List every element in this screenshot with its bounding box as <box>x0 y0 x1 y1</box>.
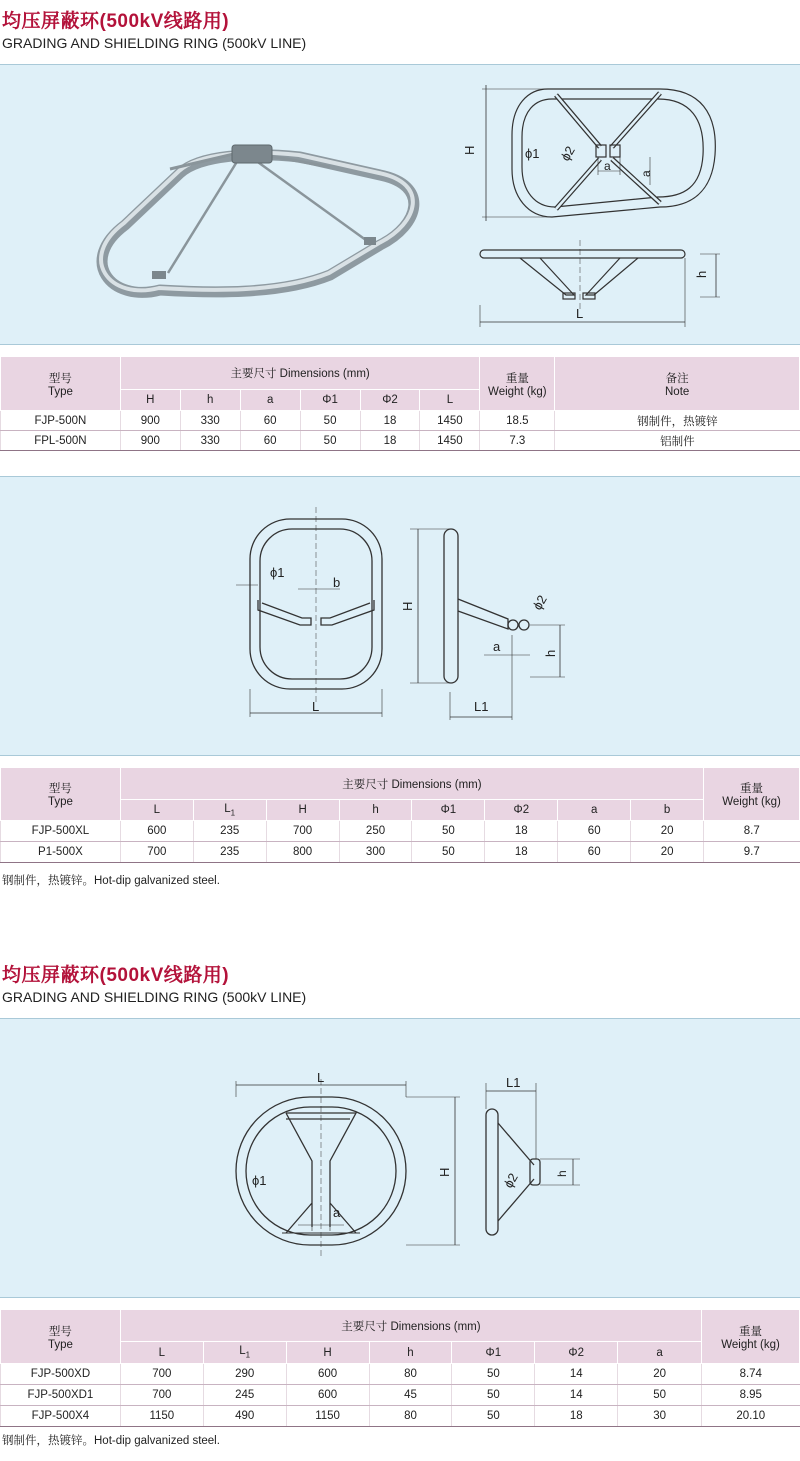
cell-value: 60 <box>240 431 300 451</box>
cell-value: 50 <box>452 1406 535 1427</box>
cell-value: 18 <box>485 821 558 842</box>
dim-label-L1: L1 <box>506 1075 521 1090</box>
dim-label-L: L <box>312 699 320 714</box>
column-header: L <box>420 390 480 411</box>
cell-value: 1150 <box>286 1406 369 1427</box>
cell-type: FJP-500X4 <box>1 1406 121 1427</box>
section3-title-cn: 均压屏蔽环(500kV线路用) <box>2 965 230 986</box>
cell-value: 600 <box>120 821 193 842</box>
cell-weight: 8.95 <box>702 1385 800 1406</box>
technical-drawing-side-view <box>480 240 720 327</box>
cell-value: 700 <box>120 1364 203 1385</box>
cell-value: 700 <box>120 842 193 863</box>
table-row <box>1 842 800 863</box>
column-header: a <box>618 1342 702 1364</box>
column-header: L <box>120 800 193 821</box>
dim-label-phi1: ϕ1 <box>525 146 540 161</box>
dim-label-h: h <box>694 270 709 278</box>
cell-value: 290 <box>203 1364 286 1385</box>
column-header: H <box>120 390 180 411</box>
cell-value: 330 <box>180 431 240 451</box>
column-header: a <box>240 390 300 411</box>
section2-drawing-panel <box>0 476 800 756</box>
cell-value: 80 <box>369 1364 452 1385</box>
product-photo-ring <box>101 145 414 292</box>
cell-value: 50 <box>452 1385 535 1406</box>
technical-drawing-front-view <box>236 1079 460 1259</box>
header-dimensions: 主要尺寸 Dimensions (mm) <box>120 768 703 800</box>
cell-value: 50 <box>618 1385 702 1406</box>
header-weight: 重量 Weight (kg) <box>480 357 555 411</box>
cell-value: 30 <box>618 1406 702 1427</box>
section1-title-en: GRADING AND SHIELDING RING (500kV LINE) <box>2 35 307 51</box>
cell-value: 900 <box>120 431 180 451</box>
header-weight: 重量 Weight (kg) <box>702 1310 800 1364</box>
cell-value: 490 <box>203 1406 286 1427</box>
cell-value: 18 <box>360 411 420 431</box>
dim-label-a-vertical: a <box>639 170 653 177</box>
cell-value: 600 <box>286 1385 369 1406</box>
section1-title-cn: 均压屏蔽环(500kV线路用) <box>2 11 230 32</box>
section3-drawing-panel <box>0 1018 800 1298</box>
cell-value: 50 <box>300 411 360 431</box>
cell-value: 14 <box>535 1364 618 1385</box>
cell-type: FJP-500XD1 <box>1 1385 121 1406</box>
cell-value: 50 <box>412 821 485 842</box>
cell-type: P1-500X <box>1 842 121 863</box>
column-header: H <box>286 1342 369 1364</box>
column-header: $L_1$ <box>193 800 266 821</box>
cell-value: 700 <box>120 1385 203 1406</box>
dim-label-a: a <box>333 1205 341 1220</box>
column-header: h <box>339 800 412 821</box>
section3-drawing <box>0 1019 800 1297</box>
dim-label-a: a <box>604 159 611 173</box>
cell-value: 900 <box>120 411 180 431</box>
technical-drawing-front-view <box>236 507 382 717</box>
dim-label-L1: L1 <box>474 699 489 714</box>
cell-type: FJP-500XD <box>1 1364 121 1385</box>
dim-label-phi1: ϕ1 <box>252 1173 267 1188</box>
cell-value: 1450 <box>420 411 480 431</box>
technical-drawing-side-view <box>486 1083 580 1235</box>
column-header: h <box>369 1342 452 1364</box>
cell-value: 50 <box>412 842 485 863</box>
header-type: 型号 Type <box>1 357 121 411</box>
column-header: h <box>180 390 240 411</box>
dim-label-L: L <box>317 1070 325 1085</box>
cell-value: 50 <box>300 431 360 451</box>
dim-label-phi2: ϕ2 <box>500 1170 521 1191</box>
table-row <box>1 821 800 842</box>
dim-label-a: a <box>493 639 501 654</box>
section2-drawing <box>0 477 800 755</box>
dim-label-phi1: ϕ1 <box>270 565 285 580</box>
cell-value: 18 <box>360 431 420 451</box>
cell-value: 300 <box>339 842 412 863</box>
cell-weight: 7.3 <box>480 431 555 451</box>
header-type: 型号 Type <box>1 768 121 821</box>
dim-label-phi2: ϕ2 <box>529 592 550 613</box>
cell-value: 18 <box>485 842 558 863</box>
cell-type: FJP-500XL <box>1 821 121 842</box>
column-header: Φ2 <box>360 390 420 411</box>
cell-value: 60 <box>558 821 631 842</box>
column-header: Φ2 <box>485 800 558 821</box>
cell-value: 245 <box>203 1385 286 1406</box>
technical-drawing-top-view <box>482 85 715 221</box>
cell-value: 800 <box>266 842 339 863</box>
cell-value: 45 <box>369 1385 452 1406</box>
cell-weight: 18.5 <box>480 411 555 431</box>
dim-label-phi2: ϕ2 <box>557 143 578 164</box>
cell-value: 1150 <box>120 1406 203 1427</box>
header-note: 备注 Note <box>555 357 800 411</box>
cell-value: 60 <box>240 411 300 431</box>
column-header: a <box>558 800 631 821</box>
header-dimensions: 主要尺寸 Dimensions (mm) <box>120 357 480 390</box>
cell-type: FPL-500N <box>1 431 121 451</box>
dim-label-L: L <box>576 306 584 321</box>
cell-value: 1450 <box>420 431 480 451</box>
cell-value: 50 <box>452 1364 535 1385</box>
cell-weight: 8.74 <box>702 1364 800 1385</box>
dim-label-h: h <box>555 1170 569 1177</box>
cell-weight: 8.7 <box>704 821 800 842</box>
column-header: H <box>266 800 339 821</box>
column-header: $L_1$ <box>203 1342 286 1364</box>
section2-spec-table <box>0 767 800 863</box>
cell-weight: 20.10 <box>702 1406 800 1427</box>
table-row <box>1 1364 800 1385</box>
column-header: Φ1 <box>300 390 360 411</box>
cell-value: 14 <box>535 1385 618 1406</box>
cell-value: 235 <box>193 821 266 842</box>
column-header: b <box>631 800 704 821</box>
cell-value: 20 <box>631 821 704 842</box>
cell-value: 600 <box>286 1364 369 1385</box>
table-row <box>1 1385 800 1406</box>
column-header: L <box>120 1342 203 1364</box>
cell-note: 钢制件，热镀锌 <box>555 411 800 431</box>
header-weight: 重量 Weight (kg) <box>704 768 800 821</box>
header-type: 型号 Type <box>1 1310 121 1364</box>
header-dimensions: 主要尺寸 Dimensions (mm) <box>120 1310 701 1342</box>
cell-note: 铝制件 <box>555 431 800 451</box>
table-row <box>1 1406 800 1427</box>
column-header: Φ1 <box>412 800 485 821</box>
column-header: Φ2 <box>535 1342 618 1364</box>
technical-drawing-side-view <box>410 529 565 720</box>
section1-drawing <box>0 65 800 344</box>
cell-value: 20 <box>631 842 704 863</box>
cell-value: 330 <box>180 411 240 431</box>
cell-value: 250 <box>339 821 412 842</box>
dim-label-H: H <box>462 145 477 155</box>
cell-type: FJP-500N <box>1 411 121 431</box>
cell-value: 18 <box>535 1406 618 1427</box>
cell-value: 700 <box>266 821 339 842</box>
section3-spec-table <box>0 1309 800 1427</box>
section3-footnote: 钢制件，热镀锌。Hot-dip galvanized steel. <box>2 1435 220 1447</box>
cell-value: 20 <box>618 1364 702 1385</box>
cell-value: 60 <box>558 842 631 863</box>
section1-spec-table <box>0 356 800 451</box>
cell-value: 80 <box>369 1406 452 1427</box>
section1-drawing-panel <box>0 64 800 345</box>
dim-label-b: b <box>333 575 341 590</box>
table-row <box>1 431 800 451</box>
dim-label-H: H <box>437 1167 452 1177</box>
cell-value: 235 <box>193 842 266 863</box>
column-header: Φ1 <box>452 1342 535 1364</box>
dim-label-h: h <box>543 649 558 657</box>
cell-weight: 9.7 <box>704 842 800 863</box>
table-row <box>1 411 800 431</box>
section3-title-en: GRADING AND SHIELDING RING (500kV LINE) <box>2 989 307 1005</box>
section2-footnote: 钢制件，热镀锌。Hot-dip galvanized steel. <box>2 875 220 887</box>
dim-label-H: H <box>400 601 415 611</box>
